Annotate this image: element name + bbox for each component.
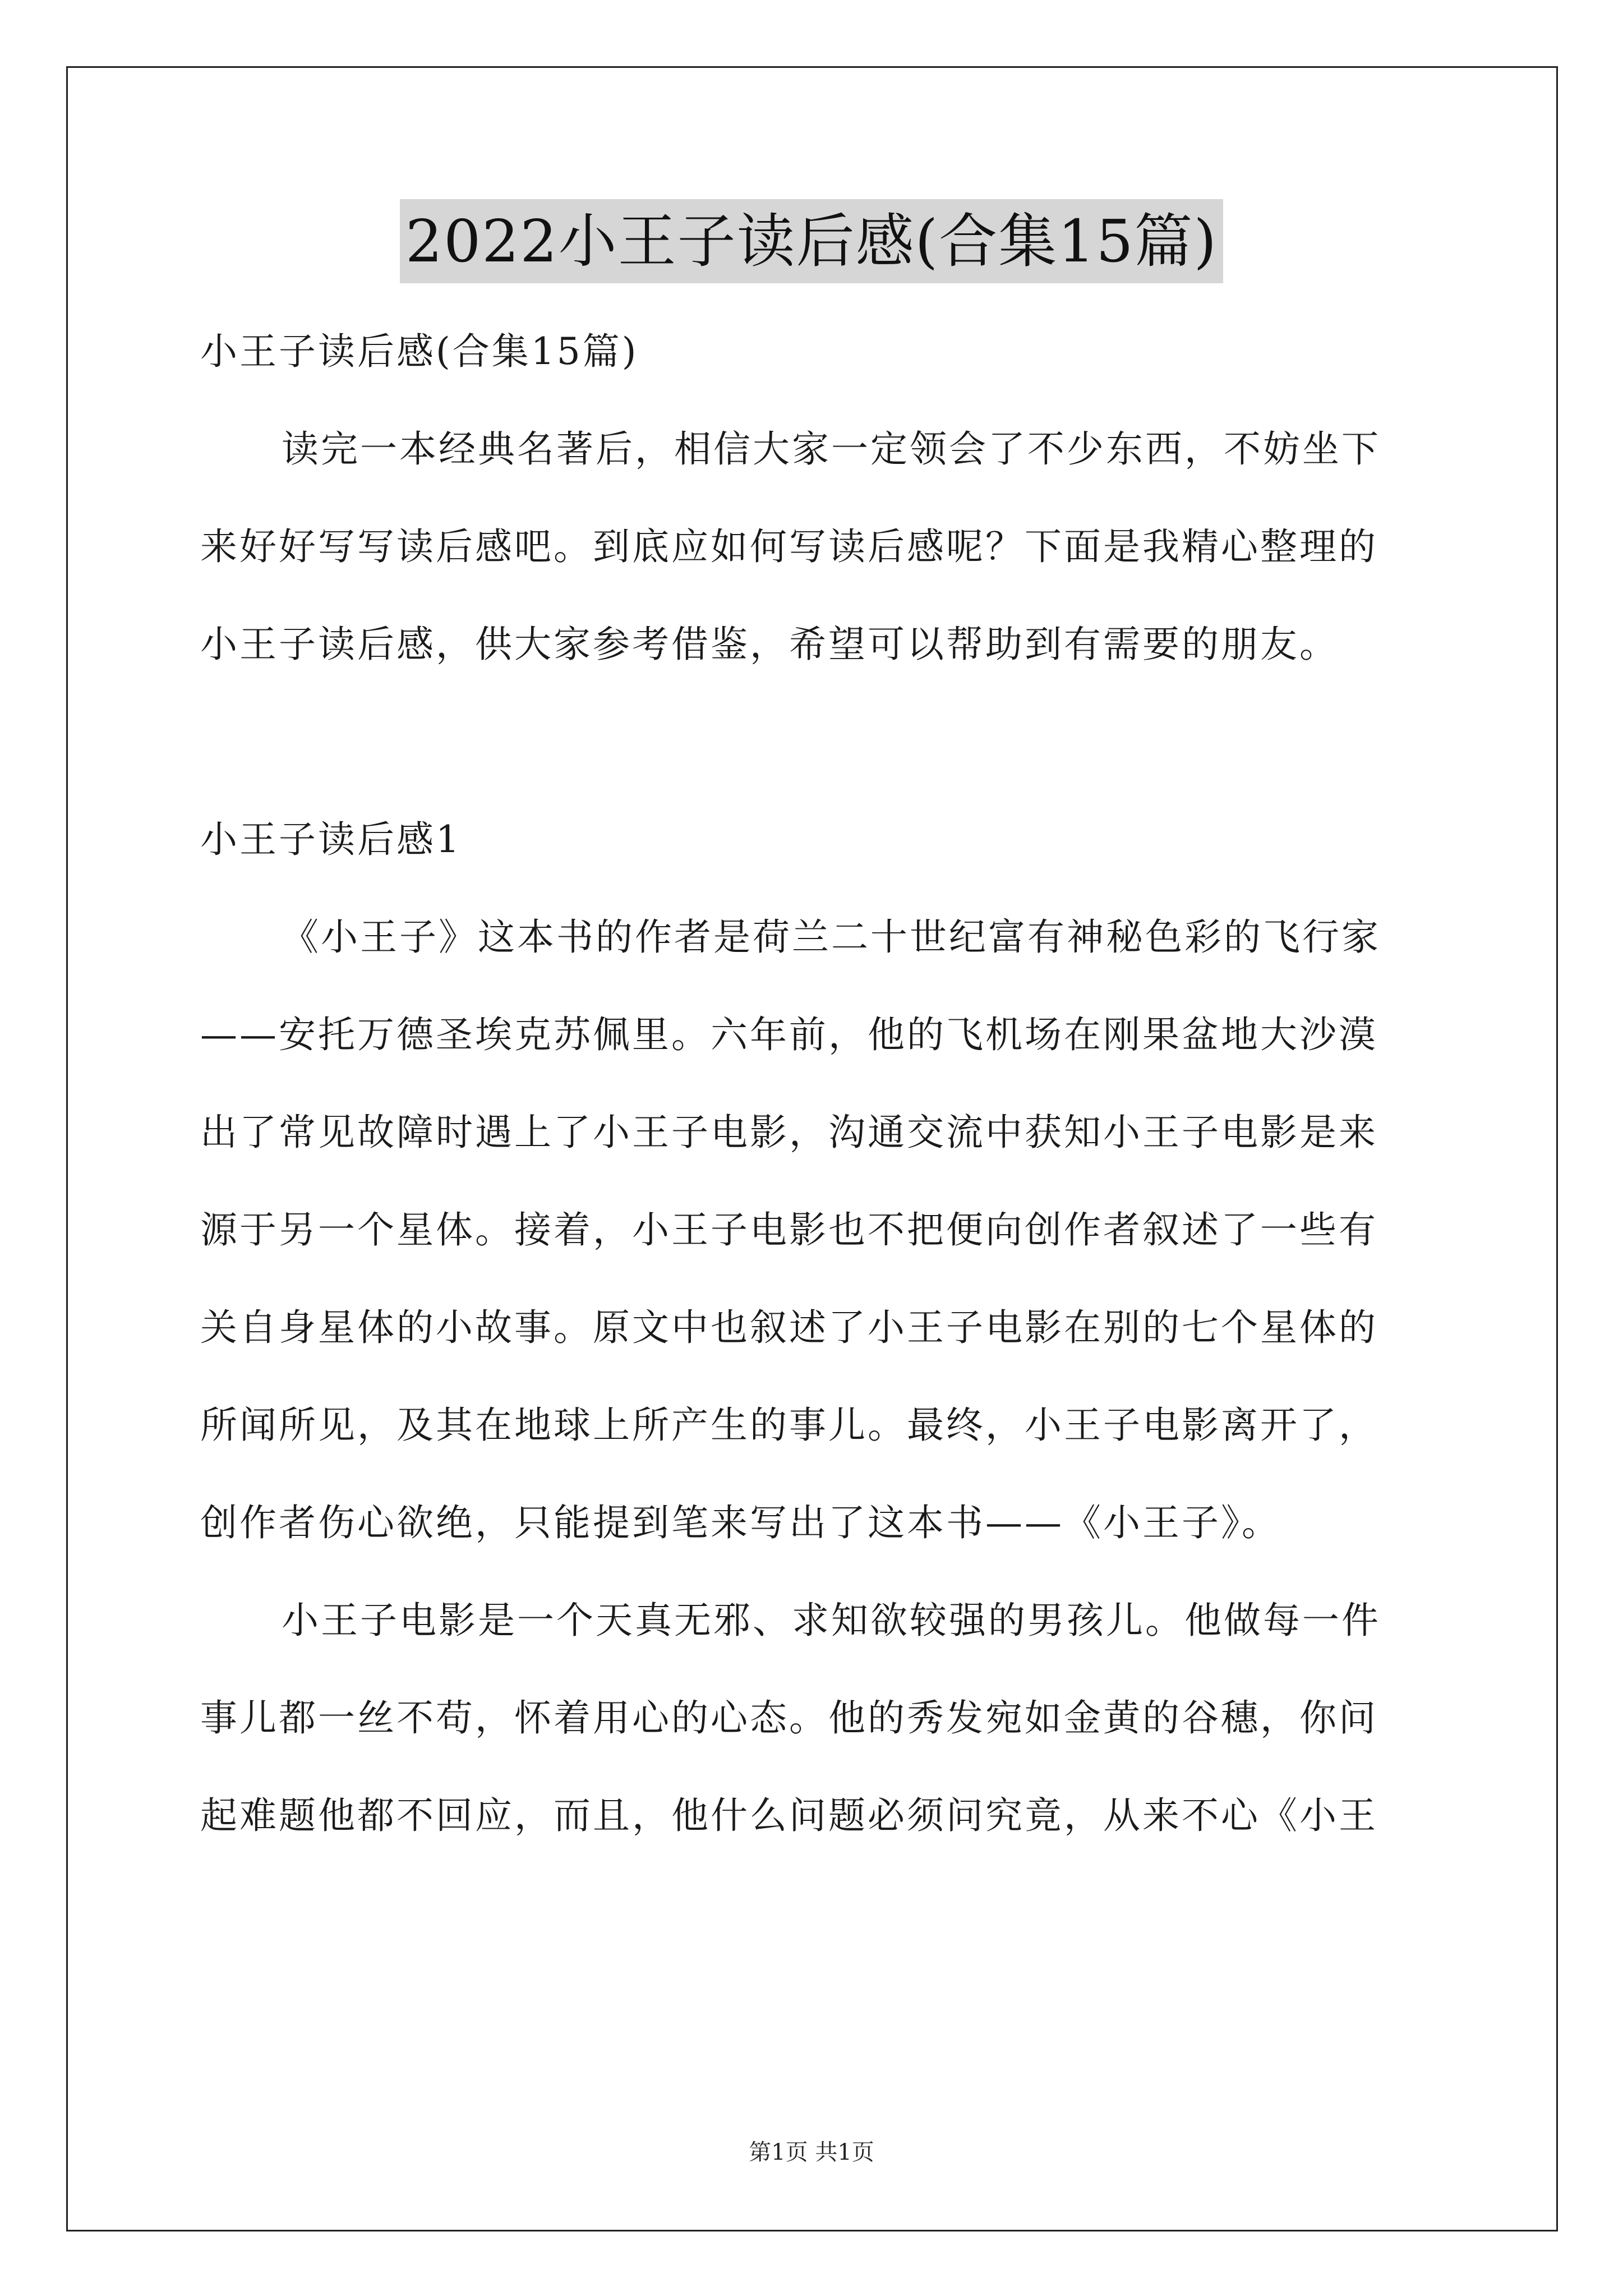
document-title: 2022小王子读后感(合集15篇)	[400, 199, 1223, 283]
document-body	[200, 303, 1434, 1865]
paragraph-line: 起难题他都不回应，而且，他什么问题必须问究竟，从来不心《小王	[200, 1794, 1378, 1837]
spacer	[200, 693, 1434, 791]
paragraph-line: 创作者伤心欲绝，只能提到笔来写出了这本书——《小王子》。	[200, 1501, 1281, 1544]
paragraph-line: 小王子电影是一个天真无邪、求知欲较强的男孩儿。他做每一件	[282, 1599, 1381, 1642]
intro-line: 小王子读后感，供大家参考借鉴，希望可以帮助到有需要的朋友。	[200, 623, 1339, 666]
paragraph-line: 事儿都一丝不苟，怀着用心的心态。他的秀发宛如金黄的谷穗，你问	[200, 1696, 1378, 1740]
paragraph-line: 所闻所见，及其在地球上所产生的事儿。最终，小王子电影离开了，	[200, 1404, 1378, 1447]
paragraph-line: ——安托万德圣埃克苏佩里。六年前，他的飞机场在刚果盆地大沙漠	[200, 1013, 1378, 1056]
section-heading: 小王子读后感1	[200, 818, 462, 861]
title-area	[0, 199, 1623, 283]
paragraph-line: 《小王子》这本书的作者是荷兰二十世纪富有神秘色彩的飞行家	[282, 915, 1381, 959]
intro-line: 来好好写写读后感吧。到底应如何写读后感呢？下面是我精心整理的	[200, 525, 1378, 568]
paragraph-line: 源于另一个星体。接着，小王子电影也不把便向创作者叙述了一些有	[200, 1208, 1378, 1251]
paragraph-line: 出了常见故障时遇上了小王子电影，沟通交流中获知小王子电影是来	[200, 1111, 1378, 1154]
document-subtitle: 小王子读后感(合集15篇)	[200, 330, 639, 373]
intro-line: 读完一本经典名著后，相信大家一定领会了不少东西，不妨坐下	[282, 427, 1381, 471]
paragraph-line: 关自身星体的小故事。原文中也叙述了小王子电影在别的七个星体的	[200, 1306, 1378, 1349]
page-footer: 第1页 共1页	[749, 2139, 874, 2165]
